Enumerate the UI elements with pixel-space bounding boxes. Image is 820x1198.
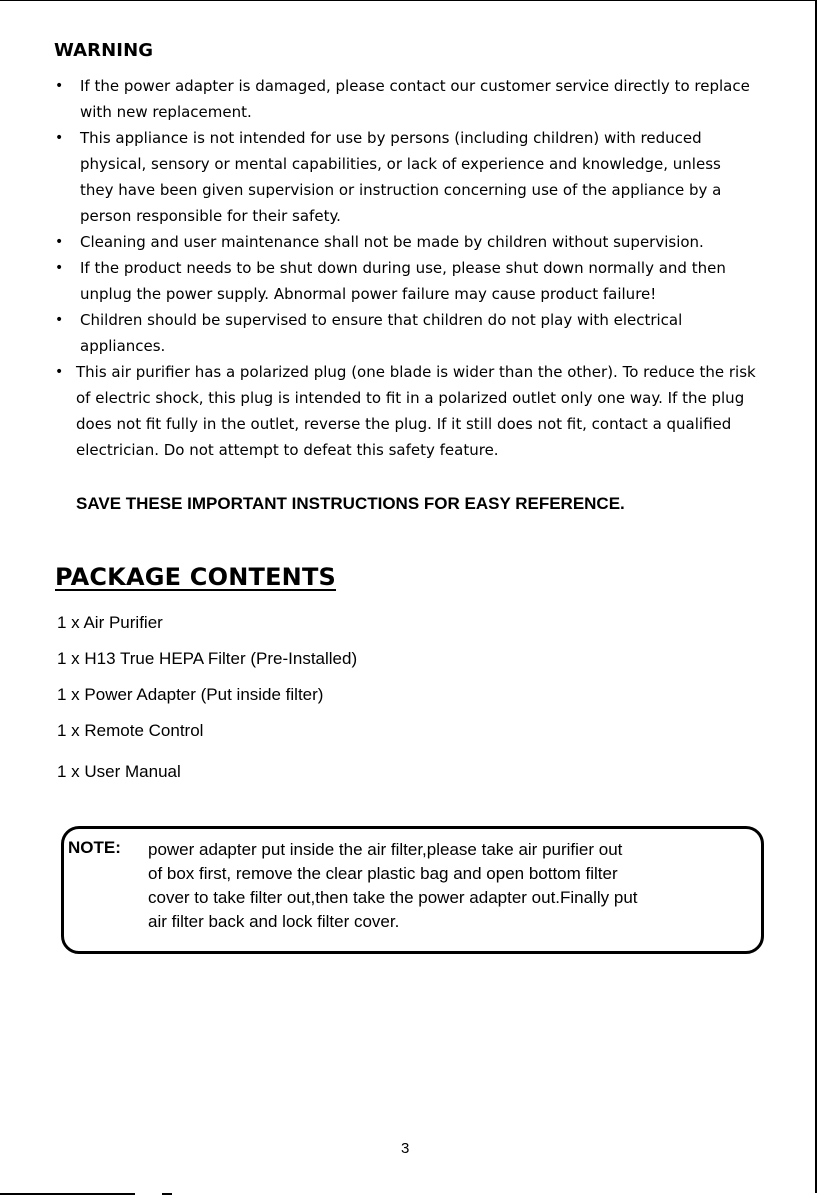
page-number: 3 bbox=[401, 1140, 410, 1157]
note-line: cover to take filter out,then take the power adapter out.Finally put bbox=[148, 888, 638, 907]
warning-item bbox=[0, 359, 817, 463]
warning-item bbox=[0, 229, 817, 255]
list-item: 1 x User Manual bbox=[57, 762, 181, 781]
warning-item-text: If the power adapter is damaged, please contact our customer service directly to replace with new replacement. bbox=[80, 77, 750, 121]
bullet-icon: • bbox=[55, 260, 64, 276]
note-line: of box first, remove the clear plastic bag and open bottom filter bbox=[148, 864, 618, 883]
warning-item bbox=[0, 307, 817, 359]
note-body bbox=[148, 838, 748, 934]
package-contents-list bbox=[57, 612, 357, 797]
list-item: 1 x H13 True HEPA Filter (Pre-Installed) bbox=[57, 649, 358, 668]
warning-list bbox=[0, 73, 817, 463]
bottom-tick bbox=[162, 1193, 172, 1195]
save-instructions: SAVE THESE IMPORTANT INSTRUCTIONS FOR EASY REFERENCE. bbox=[76, 494, 625, 513]
warning-item-text: Cleaning and user maintenance shall not be made by children without supervision. bbox=[80, 233, 704, 251]
note-line: power adapter put inside the air filter,please take air purifier out bbox=[148, 840, 623, 859]
bullet-icon: • bbox=[55, 130, 64, 146]
warning-item-text: This appliance is not intended for use by persons (including children) with reduced physical, sensory or mental capabilities, or lack of experience and knowledge, unless they have been given supervision or instruction concerning use of the appliance by a person responsible for their safety. bbox=[80, 129, 722, 225]
list-item: 1 x Power Adapter (Put inside filter) bbox=[57, 685, 324, 704]
warning-item-text: If the product needs to be shut down during use, please shut down normally and then unplug the power supply. Abnormal power failure may cause product failure! bbox=[80, 259, 726, 303]
warning-item bbox=[0, 255, 817, 307]
warning-item bbox=[0, 73, 817, 125]
list-item: 1 x Air Purifier bbox=[57, 613, 163, 632]
bullet-icon: • bbox=[55, 312, 64, 328]
bullet-icon: • bbox=[55, 78, 64, 94]
warning-title: WARNING bbox=[54, 40, 154, 61]
bullet-icon: • bbox=[55, 234, 64, 250]
package-contents-title: PACKAGE CONTENTS bbox=[55, 563, 337, 591]
bottom-rule bbox=[0, 1193, 135, 1195]
warning-item-text: This air purifier has a polarized plug (one blade is wider than the other). To reduce the risk of electric shock, this plug is intended to fit in a polarized outlet only one way. If the plug does not fit fully in the outlet, reverse the plug. If it still does not fit, contact a qualified electrician. Do not attempt to defeat this safety feature. bbox=[76, 363, 756, 459]
note-line: air filter back and lock filter cover. bbox=[148, 912, 400, 931]
list-item: 1 x Remote Control bbox=[57, 721, 204, 740]
bullet-icon: • bbox=[55, 364, 64, 380]
note-label: NOTE: bbox=[68, 838, 121, 857]
warning-item-text: Children should be supervised to ensure that children do not play with electrical appliances. bbox=[80, 311, 683, 355]
warning-item bbox=[0, 125, 817, 229]
